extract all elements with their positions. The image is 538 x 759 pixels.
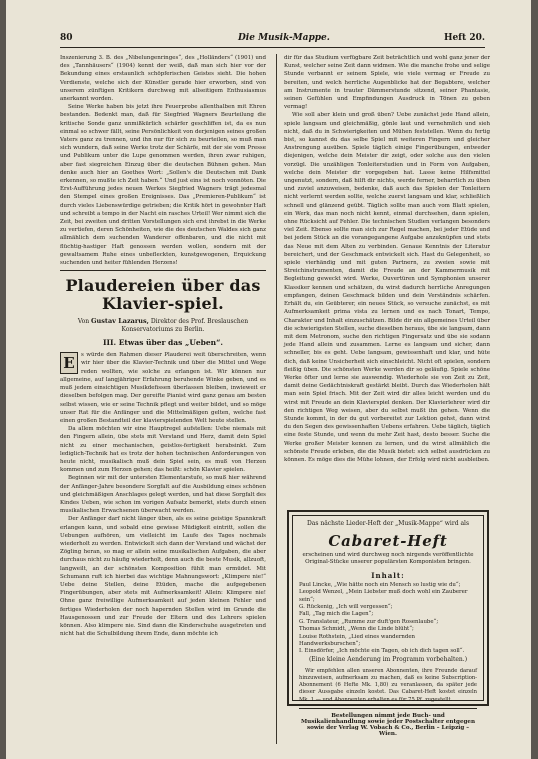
list-item: Louise Rothstein, „Lied eines wandernden Handwerksburschen“; xyxy=(299,633,415,648)
article-byline xyxy=(60,317,266,334)
column-divider xyxy=(276,54,277,744)
article-title: Plaudereien über das Klavier-spiel. xyxy=(65,276,261,314)
advert-divider xyxy=(299,708,477,709)
paragraph: dir für das Studium verfügbare Zeit beträchtlich und wohl ganz jener der Kunst, welcher seine Zeit dann widmen. Wie die manche frohe und selige Stunde verbannt er seinem Spiele, wie viele vermag er Freude zu bereiten, und welch herrliche Augenblicke hat der Begabtere, welcher am Instrumente in trauter Dämmerstunde sitzend, seiner Phantasie, seinen Gefühlen und Empfindungen Ausdruck in Tönen zu geben vermag! xyxy=(284,55,490,111)
advert-box xyxy=(287,510,489,737)
list-item: I. Einsdörfer, „Ich möchte ein Tagen, ob ich dich tagen soll“. xyxy=(299,648,465,655)
scan-edge-left xyxy=(0,0,6,759)
right-column xyxy=(284,54,490,464)
advert-note: Wir empfehlen allen unseren Abonnenten, ihre Freunde darauf hinzuweisen, aufmerksam zu machen, daß es keine Subscription-Abonnement (6 Hefte Mk. 1,80) zu veranlassen, da später jede dieser Aussgabe einzeln kostet. Das Cabaret-Heft kostet einzeln Mk. 1.— und Abonnenten erhalten es für 75 Pf. zugestellt. xyxy=(299,667,477,703)
paragraph: Seine Werke haben bis jetzt ihre Feuerprobe allenthalben mit Ehren bestanden. Bedenkt man, daß für Siegfried Wagners Beurteilung die kritische Sonde ganz unmißkürlich schärfer geschliffen ist, da es nun einmal so schwer fällt, seine Persönlichkeit von derjenigen seines großen Vaters ganz zu trennen, und ihn nur für sich zu beurteilen, so muß man sich wundern, daß seine Werke trotz der Schärfe, mit der sie vom Presse und Publikum unter die Lupe genommen werden, ihren zwar ruhigen, aber fast siegreichen Einzug über die deutschen Bühnen gehen. Man denke auch hier an Goethes Wort: „Sollen's die Deutschen mit Dank erkennen, so mußte ich Zeit haben.“ Und just eins ist noch vonnöten. Die Erst-Aufführung jedes neuen Werkes Siegfried Wagners trägt jedesmal den Stempel eines großen Ereignisses. Das „Premieren-Publikum“ ist durch vieles Liebenswürdige getrieben; die Kritik hört in gewohnter Haft und schreibt a tempo in der Nacht ein rasches Urteil! Wer nimmt sich die Zeit, bei zweiten und dritten Vorstellungen sich erst ihrebst in die Werke zu vertiefen, deren Schönheiten, wie die des deutschen Waldes sich ganz allmählich dem suchenden Wanderer offenbaren, und die nicht mit flüchtig-hastiger Haft genossen werden wollen, sondern mit der gewaltsamem Ruhe eines unbefleckten, kunstgewogenen, Erquickung suchenden und heiter fühlenden Herzens! xyxy=(60,104,266,267)
paragraph: Der Anfänger darf nicht länger üben, als es seine geistige Spannkraft erlangen kann, und sobald eine gewisse Müdigkeit eintritt, sollen die Uebungen aufhören, um vielleicht im Laufe des Tages nochmals wiederholt zu werden. Entwickelt sich dann der Verstand und wächst der Zögling heran, so mag er allein seine musikalischen Aufgaben, die aber durchaus nicht zu häufig wiederholt, denn auch die beste Musik, allzuoft, langweilt, an der schönsten Komposition fühlt man ermüdet. Mit Schumann ruft ich hierbei das wichtige Mahnungswort: „Klimpere nie!“ Uebe deine Stellen, deine Etüden, mache die aufgegebenen Fingerübungen, aber stets mit Aufmerksamkeit! Allein: Klimpere nie! Ohne ganz freiwillige Aufmerksamkeit auf jeden kleinen Fehler und fertiges Wiederholen der noch hapernden Stellen wird im Grunde die Hausgenossen und zur Freude der Eltern und des Lehrers spielen können. Also klimpere nie. Sind dann die Kinderschuhe ausgetreten und nicht hat die Schulbildung ihrem Ende, dann möchte ich xyxy=(60,516,266,638)
advert-title: Cabaret-Heft xyxy=(328,532,448,550)
advert-ordering: Bestellungen nimmt jede Buch- und Musikalienhandlung sowie jeder Postschalter entgegen sowie der Verlag W. Vobach & Co., Berlin – Leipzig – Wien. xyxy=(300,712,476,737)
list-item: G. Translateur, „Rumme zur duft'gen Rosenlaube“; xyxy=(299,618,439,625)
byline-prefix: Von xyxy=(77,318,90,326)
page-header xyxy=(60,33,485,47)
article-separator xyxy=(60,270,266,271)
paragraph: Beginnen wir mit der untersten Elementarstufe, so muß hier während der Anfänger-Jahre besondere Sorgfalt auf die Ausbildung eines schönen und gleichmäßigen Anschlages gelegt werden, und hat diese Sorgfalt des Kindes Ueben, wie schon im vorigen Aufsatz bemerkt, stets durch einen musikalischen Erwachsenen überwacht werden. xyxy=(60,475,266,515)
article-body xyxy=(60,351,266,638)
paragraph: Wie soll aber klein und groß üben? Uebe zunächst jede Hand allein, spiele langsam und gleichmäßig, gönle laut und vernehmlich und sieh nicht, daß du in Schwierigkeiten und Mühen feststellen. Wenn du fertig bist, so kannst du das selbe Spiel mit weiteren Fingern und gleicher Anstrengung ausüben. Spiele täglich einige Fingerübungen, entweder diejenigen, welche dein Meister dir zeigt, oder solche aus den vielen vorzügl. Die unzähligen Tonleiterstudien und in Form von Aufgaben, welche dein Meister dir vorgegeben hat. Lasse keine Hilfsmittel ungenutzt, sondern, daß hilft dir nichts, werde ferner, beharrlich zu üben und zuviel anzuweisen, bedenke, daß auch das Spielen der Tonleitern nicht verlernt werden sollte, welche zuerst langsam und klar, schließlich schnell und glänzend geübt. Täglich sollte man auch vom Blatt spielen, ein Werk, das man noch nicht kennt, einmal durchsehen, dann spielen, ohne Rücksicht auf Fehler. Die technischen Studien verlangen besonders viel Zeit. Ebenso sollte man sich zur Regel machen, bei jeder Etüde und bei jedem Stück an die vorangegangene Aufgabe anzuknüpfen und stets das Neue mit dem Alten zu verbinden. Genaue Kenntnis der Literatur bereichert, und der Geschmack entwickelt sich. Hast du Gelegenheit, so spiele vierhändig und mit guten Partnern, zu zweien sowie mit Streichinstrumenten, damit die Freude an der Kammermusik mit Begleitung geweckt wird. Werke, Ouvertüren und Symphonien unserer Klassiker kennen und schätzen, du wirst dadurch herrliche Anregungen empfangen, deinen Geschmack bilden und dein Verständnis schärfen. Erhält du, ein Geübterer, ein neues Stück, so versuche zunächst, es mit Aufmerksamkeit prima vista zu lernen und es nach Tonart, Tempo, Charakter und Inhalt einzuschätzen. Bilde dir ein allgemeines Urteil über die schwierigsten Stellen, suche dieselben heraus, übe sie langsam, dann mit dem Metronom, suche den richtigen Fingersatz und übe sie sodann jede Hand allein und zusammen. Lerne es langsam und sicher, dann schneller, bis es geht. Uebe langsam, gewissenhaft und klar, und hüte dich, daß keine Unsicherheit sich einschleicht. Nicht oft spielen, sondern fleißig üben. Die schönsten Werke werden dir so geläufig. Spiele schöne Werke öfter und lerne sie auswendig. Wiederhole sie von Zeit zu Zeit, damit deine Gedächtniskraft gestärkt bleibt. Durch das Wiederholen hält man sein Spiel frisch. Mit der Zeit wird dir alles leicht werden und du wirst mit Freude an dein Klavierspiel denken. Der Klavierlehrer wird dir den richtigen Weg weisen, aber du selbst mußt ihn gehen. Wenn die Stunde kommt, in der du gut vorbereitet zur Lektion gehst, dann wirst du den Segen des gewissenhaften Uebens erfahren. Uebe täglich, täglich eine feste Stunde, und wenn du mehr Zeit hast, desto besser. Suche die Werke großer Meister kennen zu lernen, und du wirst allmählich die schönste Freude erleben, die die Musik bietet: sich selbst ausdrücken zu können. Es möge dies die Mühe lohnen, der Erfolg wird nicht ausbleiben. xyxy=(284,112,491,463)
paragraph: s würde den Rahmen dieser Plauderei weit überschreiten, wenn wir hier über die Klavier-Technik und über die Mittel und Wege reden wollten, wie solche zu erlangen ist. Wir können nur allgemeine, auf langjähriger Erfahrung beruhende Winke geben, und es muß jedem einsichtigen Musikdefissen überlassen bleiben, inwieweit er dieselben befolgen mag. Der gereifte Pianist wird ganz genau am besten selbst wissen, wie er seine Technik pflegt und weiter bildet, und so möge unser Rat für die Anfänger und die Mittelmäßigen gelten, welche fast einen großen Bestandteil der klavierspielenden Welt heute stellen. xyxy=(60,352,266,424)
header-rule xyxy=(60,47,485,48)
list-item: Fall, „Tag mich die Lagen“; xyxy=(299,611,374,618)
drop-cap: E xyxy=(60,352,78,374)
page-number: 80 xyxy=(60,33,73,43)
list-item: Leopold Wenzel, „Mein Liebster muß doch wohl ein Zauberer sein“; xyxy=(299,589,468,603)
list-item: Paul Lincke, „Wie hätte noch ein Mensch so lustig wie du“; xyxy=(299,581,461,588)
scan-edge-right xyxy=(531,0,538,759)
advert-inner-frame xyxy=(292,515,484,737)
advert-subtitle: erscheinen und wird durchweg noch nirgends veröffentlichte Original-Stücke unserer populärsten Komponisten bringen. xyxy=(302,552,474,566)
advert-contents-list xyxy=(299,582,477,656)
advert-lead: Das nächste Lieder-Heft der „Musik-Mappe“ wird als xyxy=(306,520,470,527)
list-item: G. Rückenig, „Ich will vergessen“; xyxy=(299,604,393,611)
advert-note-prefix: (Eine kleine Aenderung im Programm vorbehalten.) xyxy=(308,655,468,663)
byline-author: Gustav Lazarus, xyxy=(91,317,149,326)
list-item: Thomas Schmidt, „Wenn die Linde blüht“; xyxy=(299,626,414,633)
advert-contents-heading: Inhalt: xyxy=(371,570,405,580)
issue-label: Heft 20. xyxy=(443,33,485,43)
section-heading: III. Etwas über das „Ueben“. xyxy=(102,338,224,348)
paragraph: Inszenierung 3. B. des „Nibelungenringes“, des „Holländers“ (1901) und des „Tannhäusers“ (1904) kennt der weiß, daß man sich hier vor der Bekundung eines erstaunlich schöpferischen Geistes sieht. Die hohen Verdienste, welche sich der Künstler gerade hier erworben, sind von unserem zünftigen Kritikern durchweg mit allseitigem Enthusiasmus anerkannt worden. xyxy=(60,55,266,103)
byline-affiliation: Direktor des Prof. Breslauschen Konservatoriums zu Berlin. xyxy=(121,318,249,334)
left-column xyxy=(60,54,266,638)
paragraph: Da allem möchten wir eine Hauptregel aufstellen: Uebe niemals mit den Fingern allein, übe stets mit Verstand und Herz, damit dein Spiel nicht zu einer mechanischen, geistlos-fertigkeit herabsinkt. Zum lediglich-Technik hat es trotz der hohen technischen Anforderungen von heute nicht, musikalisch muß dein Spiel sein, es muß von Herzen kommen und zum Herzen gehen; das heißt: schön Klavier spielen. xyxy=(60,426,266,474)
masthead: Die Musik-Mappe. xyxy=(238,33,330,43)
